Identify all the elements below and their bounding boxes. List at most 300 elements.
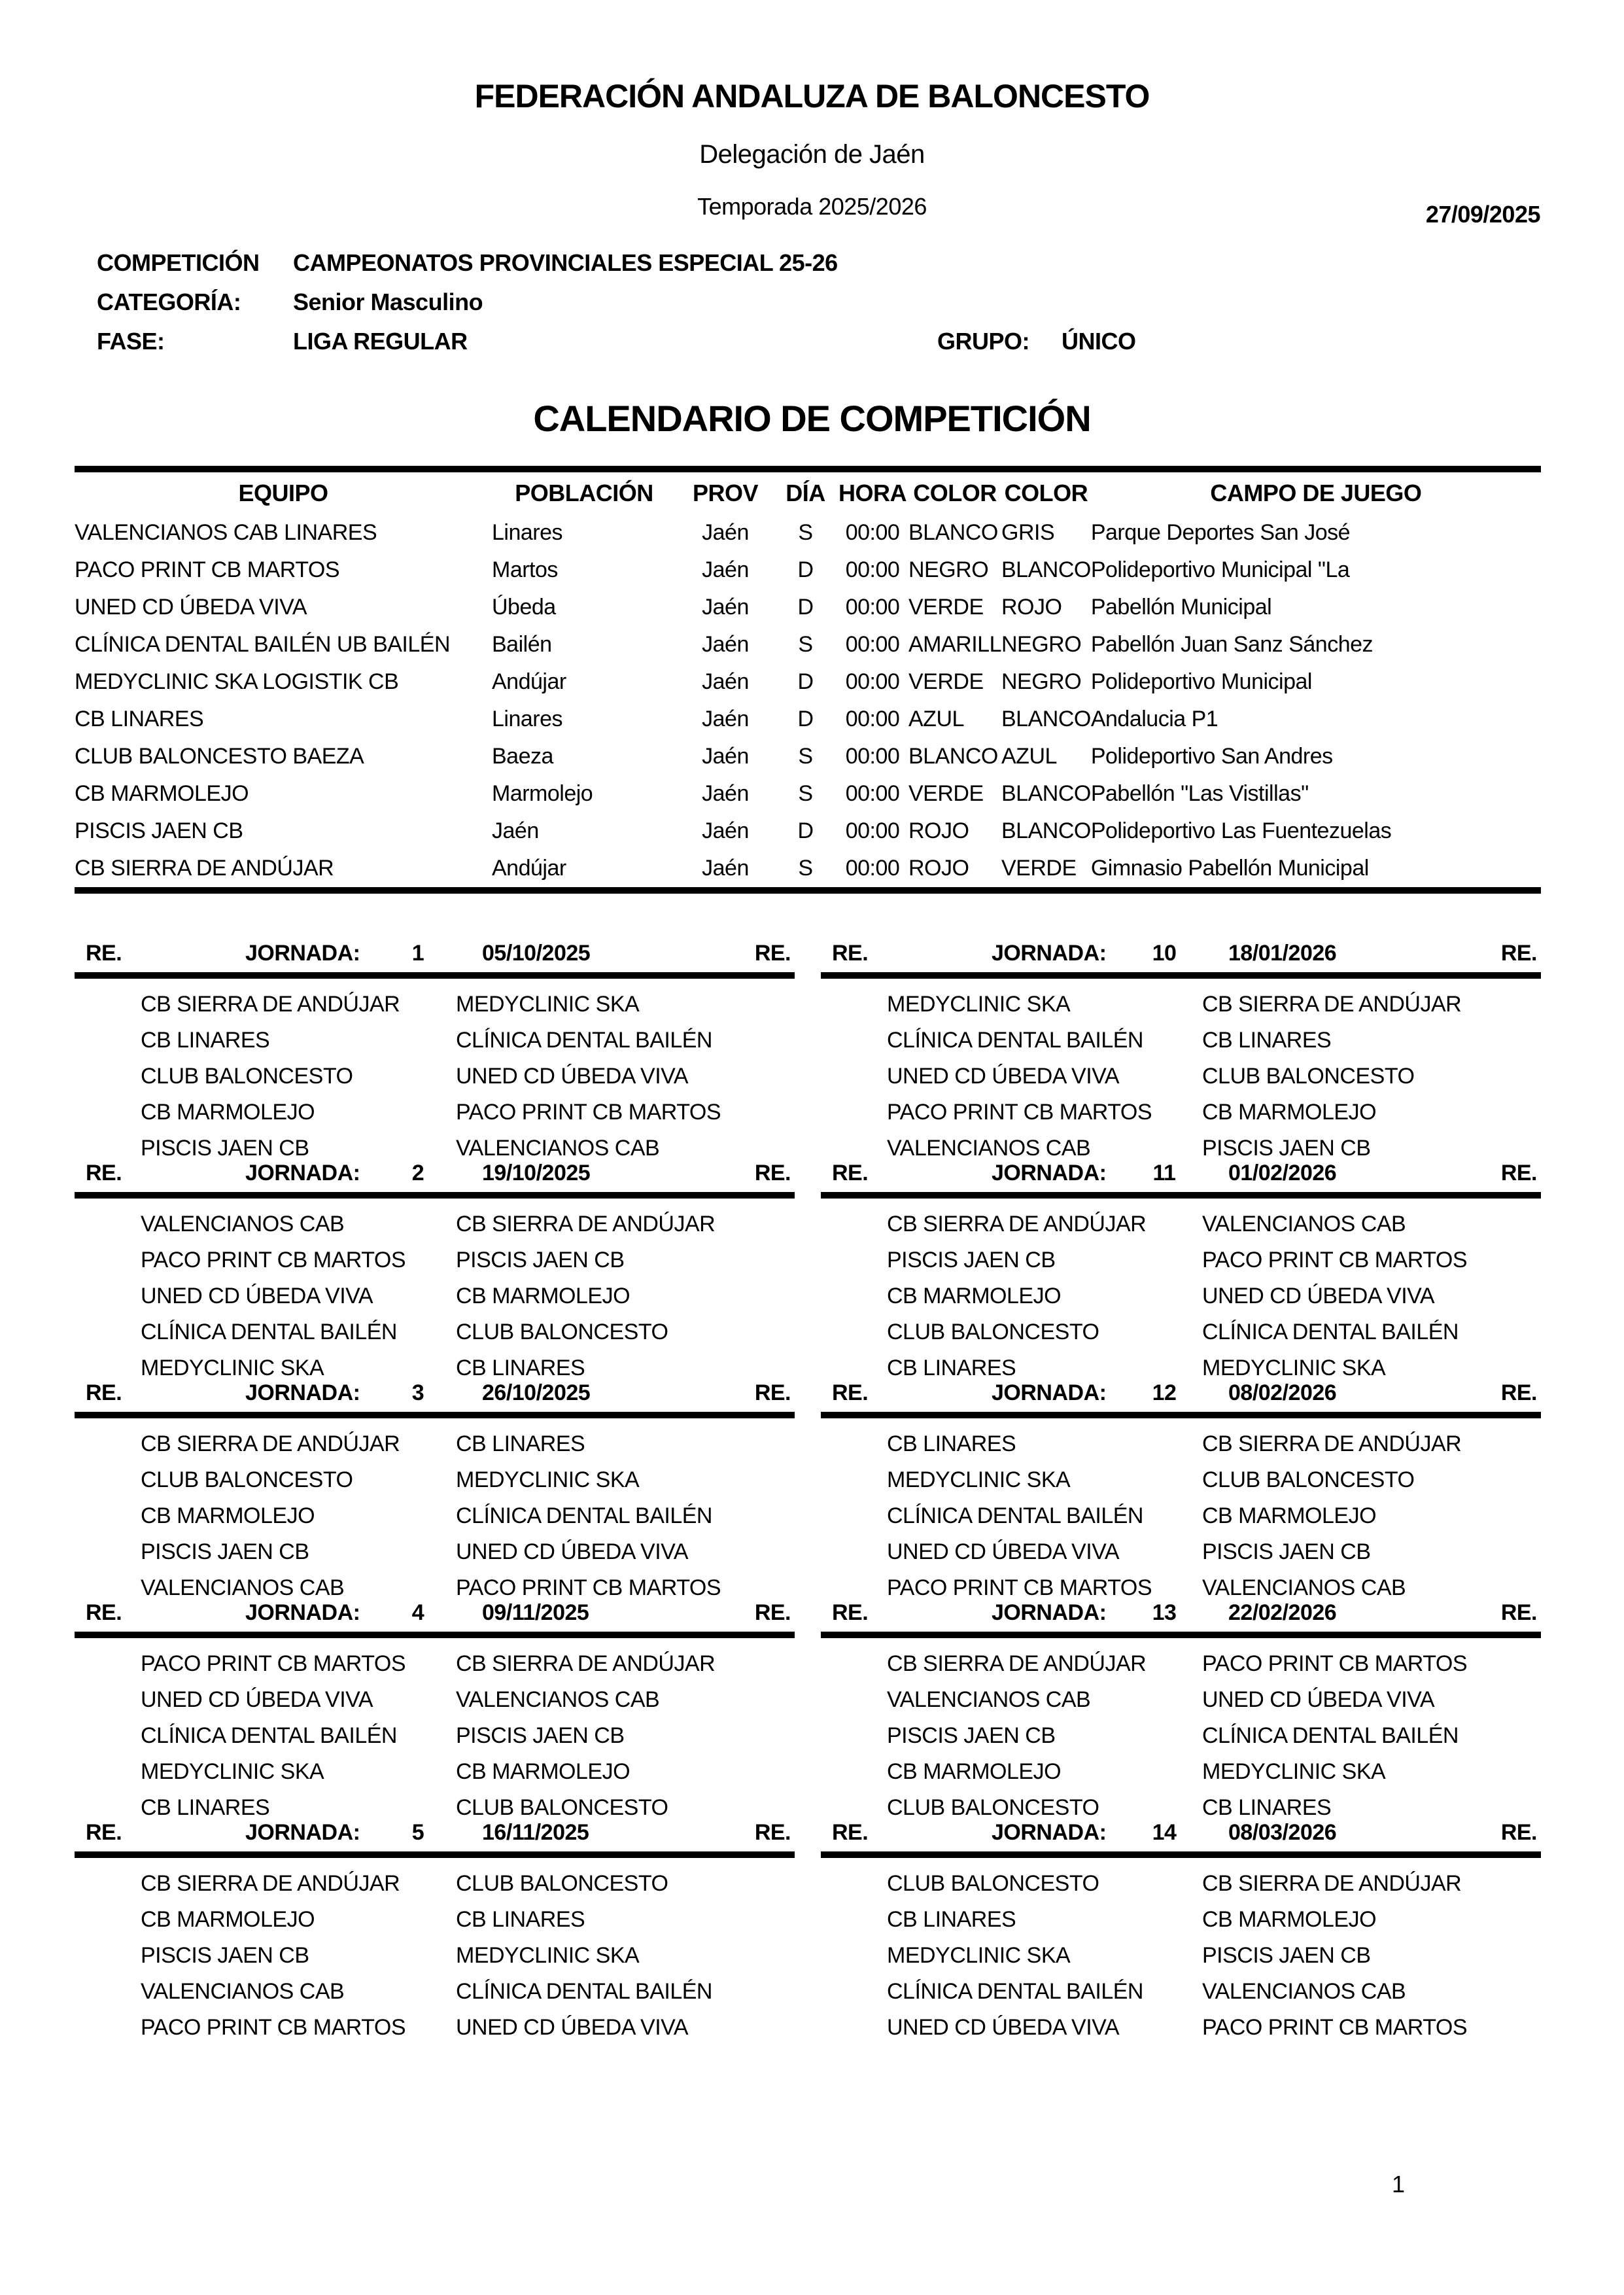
teams-table-body <box>75 514 1541 890</box>
match-row <box>821 1314 1541 1350</box>
home-team: CB MARMOLEJO <box>887 1759 1062 1784</box>
home-team: UNED CD ÚBEDA VIVA <box>887 1064 1120 1089</box>
away-team: CB SIERRA DE ANDÚJAR <box>1202 1871 1462 1896</box>
result-column-label: RE. <box>86 941 122 966</box>
away-team: CLUB BALONCESTO <box>456 1320 668 1344</box>
jornada-divider <box>75 972 795 979</box>
match-list <box>821 1638 1541 1826</box>
color2-cell: ROJO <box>1001 595 1062 620</box>
match-row <box>821 1206 1541 1242</box>
table-row <box>75 552 1541 589</box>
away-team: UNED CD ÚBEDA VIVA <box>1202 1687 1435 1712</box>
match-list <box>821 1199 1541 1386</box>
result-column-label: RE. <box>832 1820 869 1845</box>
home-team: CB LINARES <box>141 1795 270 1820</box>
category-value: Senior Masculino <box>293 289 483 315</box>
venue-cell: Andalucia P1 <box>1090 707 1218 731</box>
away-team: VALENCIANOS CAB <box>1202 1212 1406 1236</box>
category-label: CATEGORÍA: <box>97 289 241 315</box>
match-row <box>75 1426 795 1462</box>
day-cell: D <box>797 818 814 843</box>
jornada-divider <box>75 1851 795 1858</box>
jornada-block <box>75 1161 795 1380</box>
day-cell: D <box>797 557 814 582</box>
day-cell: S <box>798 856 813 881</box>
federation-title: FEDERACIÓN ANDALUZA DE BALONCESTO <box>474 78 1150 114</box>
away-team: CLÍNICA DENTAL BAILÉN <box>456 1028 712 1053</box>
teams-table <box>75 466 1541 894</box>
match-row <box>75 987 795 1023</box>
season-text: Temporada 2025/2026 <box>697 193 927 220</box>
home-team: PACO PRINT CB MARTOS <box>141 1651 406 1676</box>
jornada-block <box>821 1820 1541 2040</box>
result-column-label: RE. <box>86 1161 122 1185</box>
jornada-header <box>75 941 795 972</box>
jornada-block <box>821 1600 1541 1820</box>
home-team: PISCIS JAEN CB <box>887 1723 1056 1748</box>
home-team: CLÍNICA DENTAL BAILÉN <box>887 1028 1143 1053</box>
away-team: CB SIERRA DE ANDÚJAR <box>1202 1431 1462 1456</box>
prov-cell: Jaén <box>702 520 749 545</box>
team-cell: CLÍNICA DENTAL BAILÉN UB BAILÉN <box>75 632 451 657</box>
match-row <box>821 1534 1541 1570</box>
jornada-header <box>75 1820 795 1851</box>
home-team: PACO PRINT CB MARTOS <box>141 2015 406 2040</box>
jornada-number: 5 <box>411 1820 424 1845</box>
day-cell: D <box>797 669 814 694</box>
venue-cell: Gimnasio Pabellón Municipal <box>1090 856 1369 881</box>
result-column-label: RE. <box>754 941 791 966</box>
jornada-header <box>821 1380 1541 1412</box>
team-cell: MEDYCLINIC SKA LOGISTIK CB <box>75 669 399 694</box>
table-row <box>75 701 1541 738</box>
away-team: VALENCIANOS CAB <box>1202 1979 1406 2004</box>
col-header-campo: CAMPO DE JUEGO <box>1210 480 1422 506</box>
town-cell: Baeza <box>492 744 553 769</box>
away-team: PACO PRINT CB MARTOS <box>456 1100 721 1125</box>
rounds-column-left <box>75 941 795 2040</box>
jornada-block <box>75 941 795 1161</box>
match-row <box>821 1426 1541 1462</box>
venue-cell: Polideportivo Las Fuentezuelas <box>1090 818 1392 843</box>
away-team: CLUB BALONCESTO <box>1202 1467 1415 1492</box>
home-team: UNED CD ÚBEDA VIVA <box>887 1539 1120 1564</box>
team-cell: CLUB BALONCESTO BAEZA <box>75 744 364 769</box>
color2-cell: VERDE <box>1001 856 1077 881</box>
jornada-label: JORNADA: <box>245 1380 360 1405</box>
match-list <box>75 1638 795 1826</box>
home-team: PACO PRINT CB MARTOS <box>141 1248 406 1272</box>
home-team: VALENCIANOS CAB <box>141 1212 345 1236</box>
jornada-number: 11 <box>1152 1161 1176 1185</box>
hour-cell: 00:00 <box>845 520 900 545</box>
home-team: PISCIS JAEN CB <box>887 1248 1056 1272</box>
jornada-divider <box>821 1632 1541 1638</box>
away-team: CB SIERRA DE ANDÚJAR <box>1202 992 1462 1017</box>
match-row <box>75 1754 795 1790</box>
match-row <box>821 1498 1541 1534</box>
result-column-label: RE. <box>754 1161 791 1185</box>
away-team: CB MARMOLEJO <box>456 1759 631 1784</box>
away-team: VALENCIANOS CAB <box>456 1136 660 1161</box>
home-team: MEDYCLINIC SKA <box>141 1356 324 1380</box>
col-header-color2: COLOR <box>1004 480 1088 506</box>
town-cell: Jaén <box>492 818 539 843</box>
jornada-number: 1 <box>411 941 424 966</box>
home-team: VALENCIANOS CAB <box>887 1687 1091 1712</box>
away-team: MEDYCLINIC SKA <box>456 1467 640 1492</box>
jornada-block <box>821 1380 1541 1600</box>
match-row <box>75 1534 795 1570</box>
match-list <box>75 979 795 1166</box>
away-team: PISCIS JAEN CB <box>456 1723 625 1748</box>
jornada-block <box>75 1600 795 1820</box>
home-team: PISCIS JAEN CB <box>141 1539 309 1564</box>
match-row <box>75 1462 795 1498</box>
match-row <box>75 1242 795 1278</box>
home-team: PACO PRINT CB MARTOS <box>887 1575 1152 1600</box>
away-team: PISCIS JAEN CB <box>1202 1943 1371 1968</box>
prov-cell: Jaén <box>702 744 749 769</box>
away-team: CLÍNICA DENTAL BAILÉN <box>456 1503 712 1528</box>
away-team: VALENCIANOS CAB <box>456 1687 660 1712</box>
match-list <box>75 1418 795 1606</box>
home-team: CLUB BALONCESTO <box>887 1871 1099 1896</box>
jornada-date: 26/10/2025 <box>482 1380 591 1405</box>
away-team: MEDYCLINIC SKA <box>456 1943 640 1968</box>
jornada-label: JORNADA: <box>992 1600 1107 1625</box>
venue-cell: Polideportivo Municipal <box>1090 669 1312 694</box>
jornada-header <box>821 941 1541 972</box>
match-row <box>821 2010 1541 2046</box>
color2-cell: BLANCO <box>1001 781 1091 806</box>
color1-cell: NEGRO <box>908 557 989 582</box>
hour-cell: 00:00 <box>845 557 900 582</box>
jornada-date: 22/02/2026 <box>1228 1600 1337 1625</box>
hour-cell: 00:00 <box>845 818 900 843</box>
match-row <box>75 1059 795 1095</box>
color1-cell: VERDE <box>908 781 984 806</box>
jornada-divider <box>821 1192 1541 1199</box>
table-row <box>75 775 1541 813</box>
jornada-date: 09/11/2025 <box>482 1600 589 1625</box>
away-team: MEDYCLINIC SKA <box>1202 1356 1386 1380</box>
away-team: CB SIERRA DE ANDÚJAR <box>456 1651 716 1676</box>
home-team: CLÍNICA DENTAL BAILÉN <box>887 1503 1143 1528</box>
away-team: UNED CD ÚBEDA VIVA <box>456 1539 689 1564</box>
jornada-header <box>75 1380 795 1412</box>
rounds-column-right <box>821 941 1541 2040</box>
result-column-label: RE. <box>1500 1600 1537 1625</box>
result-column-label: RE. <box>86 1380 122 1405</box>
home-team: CB SIERRA DE ANDÚJAR <box>887 1651 1147 1676</box>
match-row <box>821 1646 1541 1682</box>
prov-cell: Jaén <box>702 781 749 806</box>
jornada-label: JORNADA: <box>245 941 360 966</box>
group-value: ÚNICO <box>1062 328 1136 355</box>
table-row <box>75 589 1541 626</box>
jornada-divider <box>75 1632 795 1638</box>
page-number: 1 <box>1392 2171 1405 2198</box>
town-cell: Marmolejo <box>492 781 593 806</box>
prov-cell: Jaén <box>702 557 749 582</box>
jornada-number: 3 <box>411 1380 424 1405</box>
home-team: CB LINARES <box>887 1431 1016 1456</box>
home-team: CB LINARES <box>887 1907 1016 1932</box>
table-row <box>75 663 1541 701</box>
jornada-block <box>75 1380 795 1600</box>
jornada-date: 08/03/2026 <box>1228 1820 1337 1845</box>
home-team: CLUB BALONCESTO <box>887 1795 1099 1820</box>
home-team: VALENCIANOS CAB <box>141 1979 345 2004</box>
jornada-label: JORNADA: <box>992 1820 1107 1845</box>
away-team: PACO PRINT CB MARTOS <box>1202 1651 1468 1676</box>
col-header-hora: HORA <box>838 480 907 506</box>
team-cell: VALENCIANOS CAB LINARES <box>75 520 377 545</box>
jornada-block <box>75 1820 795 2040</box>
away-team: PACO PRINT CB MARTOS <box>456 1575 721 1600</box>
delegation-subtitle: Delegación de Jaén <box>699 140 925 169</box>
venue-cell: Pabellón "Las Vistillas" <box>1090 781 1309 806</box>
phase-value: LIGA REGULAR <box>293 328 468 355</box>
home-team: PACO PRINT CB MARTOS <box>887 1100 1152 1125</box>
jornada-divider <box>75 1412 795 1418</box>
group-label: GRUPO: <box>937 328 1029 355</box>
phase-label: FASE: <box>97 328 165 355</box>
col-header-color1: COLOR <box>913 480 997 506</box>
home-team: CB MARMOLEJO <box>141 1907 315 1932</box>
home-team: CB MARMOLEJO <box>887 1284 1062 1308</box>
venue-cell: Parque Deportes San José <box>1090 520 1351 545</box>
team-cell: PACO PRINT CB MARTOS <box>75 557 340 582</box>
home-team: UNED CD ÚBEDA VIVA <box>141 1687 373 1712</box>
color1-cell: VERDE <box>908 595 984 620</box>
color1-cell: BLANCO <box>908 520 998 545</box>
team-cell: PISCIS JAEN CB <box>75 818 243 843</box>
prov-cell: Jaén <box>702 595 749 620</box>
result-column-label: RE. <box>1500 1380 1537 1405</box>
home-team: CLÍNICA DENTAL BAILÉN <box>141 1723 397 1748</box>
color2-cell: BLANCO <box>1001 818 1091 843</box>
jornada-number: 12 <box>1152 1380 1177 1405</box>
away-team: CLUB BALONCESTO <box>456 1795 668 1820</box>
away-team: PISCIS JAEN CB <box>1202 1539 1371 1564</box>
jornada-header <box>821 1820 1541 1851</box>
jornada-header <box>821 1161 1541 1192</box>
rounds-section <box>75 941 1541 2040</box>
col-header-poblacion: POBLACIÓN <box>515 480 653 506</box>
result-column-label: RE. <box>1500 1161 1537 1185</box>
jornada-label: JORNADA: <box>992 1380 1107 1405</box>
away-team: UNED CD ÚBEDA VIVA <box>1202 1284 1435 1308</box>
away-team: PISCIS JAEN CB <box>1202 1136 1371 1161</box>
hour-cell: 00:00 <box>845 669 900 694</box>
day-cell: D <box>797 707 814 731</box>
jornada-date: 08/02/2026 <box>1228 1380 1337 1405</box>
col-header-prov: PROV <box>692 480 759 506</box>
match-row <box>821 1974 1541 2010</box>
home-team: CB SIERRA DE ANDÚJAR <box>141 1871 400 1896</box>
home-team: CLÍNICA DENTAL BAILÉN <box>141 1320 397 1344</box>
match-row <box>75 1718 795 1754</box>
match-row <box>821 1754 1541 1790</box>
town-cell: Bailén <box>492 632 552 657</box>
match-row <box>75 1498 795 1534</box>
color1-cell: AZUL <box>908 707 964 731</box>
match-row <box>75 1682 795 1718</box>
town-cell: Úbeda <box>492 595 556 620</box>
match-row <box>75 1646 795 1682</box>
teams-table-header <box>75 469 1541 514</box>
jornada-header <box>75 1600 795 1632</box>
home-team: MEDYCLINIC SKA <box>887 1943 1071 1968</box>
home-team: PISCIS JAEN CB <box>141 1943 309 1968</box>
hour-cell: 00:00 <box>845 744 900 769</box>
match-row <box>821 1718 1541 1754</box>
day-cell: S <box>798 632 813 657</box>
col-header-equipo: EQUIPO <box>238 480 328 506</box>
home-team: PISCIS JAEN CB <box>141 1136 309 1161</box>
jornada-date: 19/10/2025 <box>482 1161 591 1185</box>
away-team: CB MARMOLEJO <box>1202 1503 1377 1528</box>
competition-meta <box>97 249 1624 367</box>
prov-cell: Jaén <box>702 707 749 731</box>
home-team: CB SIERRA DE ANDÚJAR <box>141 992 400 1017</box>
hour-cell: 00:00 <box>845 781 900 806</box>
day-cell: S <box>798 781 813 806</box>
result-column-label: RE. <box>1500 941 1537 966</box>
venue-cell: Polideportivo Municipal "La <box>1090 557 1350 582</box>
prov-cell: Jaén <box>702 818 749 843</box>
color2-cell: NEGRO <box>1001 669 1082 694</box>
table-row <box>75 850 1541 890</box>
home-team: CLÍNICA DENTAL BAILÉN <box>887 1979 1143 2004</box>
match-row <box>821 1902 1541 1938</box>
table-row <box>75 813 1541 850</box>
jornada-date: 05/10/2025 <box>482 941 591 966</box>
team-cell: CB LINARES <box>75 707 204 731</box>
away-team: CLÍNICA DENTAL BAILÉN <box>1202 1723 1459 1748</box>
team-cell: UNED CD ÚBEDA VIVA <box>75 595 307 620</box>
home-team: UNED CD ÚBEDA VIVA <box>141 1284 373 1308</box>
away-team: CLÍNICA DENTAL BAILÉN <box>1202 1320 1459 1344</box>
result-column-label: RE. <box>832 1161 869 1185</box>
away-team: PISCIS JAEN CB <box>456 1248 625 1272</box>
match-row <box>821 1938 1541 1974</box>
color1-cell: AMARILL <box>908 632 1001 657</box>
category-row <box>97 289 1624 328</box>
away-team: CB LINARES <box>1202 1028 1332 1053</box>
town-cell: Linares <box>492 520 563 545</box>
away-team: CB LINARES <box>456 1431 585 1456</box>
result-column-label: RE. <box>754 1380 791 1405</box>
match-row <box>821 987 1541 1023</box>
match-row <box>75 1206 795 1242</box>
away-team: CB LINARES <box>456 1907 585 1932</box>
jornada-date: 18/01/2026 <box>1228 941 1337 966</box>
hour-cell: 00:00 <box>845 707 900 731</box>
jornada-number: 2 <box>411 1161 424 1185</box>
home-team: CB LINARES <box>141 1028 270 1053</box>
home-team: MEDYCLINIC SKA <box>887 992 1071 1017</box>
jornada-date: 16/11/2025 <box>482 1820 589 1845</box>
away-team: CB MARMOLEJO <box>456 1284 631 1308</box>
home-team: CB LINARES <box>887 1356 1016 1380</box>
away-team: VALENCIANOS CAB <box>1202 1575 1406 1600</box>
competition-label: COMPETICIÓN <box>97 249 260 276</box>
jornada-divider <box>821 1412 1541 1418</box>
match-row <box>75 2010 795 2046</box>
competition-value: CAMPEONATOS PROVINCIALES ESPECIAL 25-26 <box>293 249 838 276</box>
phase-row <box>97 328 1624 367</box>
color2-cell: BLANCO <box>1001 707 1091 731</box>
table-row <box>75 738 1541 775</box>
match-row <box>821 1682 1541 1718</box>
competition-row <box>97 249 1624 289</box>
hour-cell: 00:00 <box>845 856 900 881</box>
color2-cell: BLANCO <box>1001 557 1091 582</box>
match-row <box>821 1242 1541 1278</box>
result-column-label: RE. <box>832 941 869 966</box>
document-date: 27/09/2025 <box>1425 201 1540 228</box>
jornada-label: JORNADA: <box>992 1161 1107 1185</box>
jornada-number: 14 <box>1152 1820 1177 1845</box>
color1-cell: BLANCO <box>908 744 998 769</box>
away-team: MEDYCLINIC SKA <box>456 992 640 1017</box>
away-team: CB SIERRA DE ANDÚJAR <box>456 1212 716 1236</box>
away-team: UNED CD ÚBEDA VIVA <box>456 2015 689 2040</box>
match-row <box>75 1902 795 1938</box>
col-header-dia: DÍA <box>786 480 825 506</box>
match-list <box>821 979 1541 1166</box>
result-column-label: RE. <box>86 1600 122 1625</box>
calendar-title: CALENDARIO DE COMPETICIÓN <box>533 398 1091 439</box>
table-row <box>75 626 1541 663</box>
home-team: CLUB BALONCESTO <box>141 1064 353 1089</box>
prov-cell: Jaén <box>702 632 749 657</box>
prov-cell: Jaén <box>702 669 749 694</box>
result-column-label: RE. <box>86 1820 122 1845</box>
hour-cell: 00:00 <box>845 595 900 620</box>
match-list <box>821 1418 1541 1606</box>
home-team: CLUB BALONCESTO <box>887 1320 1099 1344</box>
jornada-divider <box>821 972 1541 979</box>
day-cell: S <box>798 520 813 545</box>
jornada-label: JORNADA: <box>992 941 1107 966</box>
day-cell: D <box>797 595 814 620</box>
match-row <box>75 1974 795 2010</box>
team-cell: CB MARMOLEJO <box>75 781 249 806</box>
home-team: CLUB BALONCESTO <box>141 1467 353 1492</box>
town-cell: Martos <box>492 557 558 582</box>
match-row <box>821 1095 1541 1130</box>
result-column-label: RE. <box>754 1600 791 1625</box>
season-row <box>0 193 1624 228</box>
home-team: UNED CD ÚBEDA VIVA <box>887 2015 1120 2040</box>
home-team: VALENCIANOS CAB <box>141 1575 345 1600</box>
away-team: CB LINARES <box>1202 1795 1332 1820</box>
result-column-label: RE. <box>754 1820 791 1845</box>
color1-cell: VERDE <box>908 669 984 694</box>
match-row <box>821 1462 1541 1498</box>
match-list <box>75 1199 795 1386</box>
jornada-header <box>75 1161 795 1192</box>
jornada-divider <box>75 1192 795 1199</box>
town-cell: Linares <box>492 707 563 731</box>
match-list <box>821 1858 1541 2046</box>
home-team: CB MARMOLEJO <box>141 1503 315 1528</box>
match-row <box>75 1095 795 1130</box>
